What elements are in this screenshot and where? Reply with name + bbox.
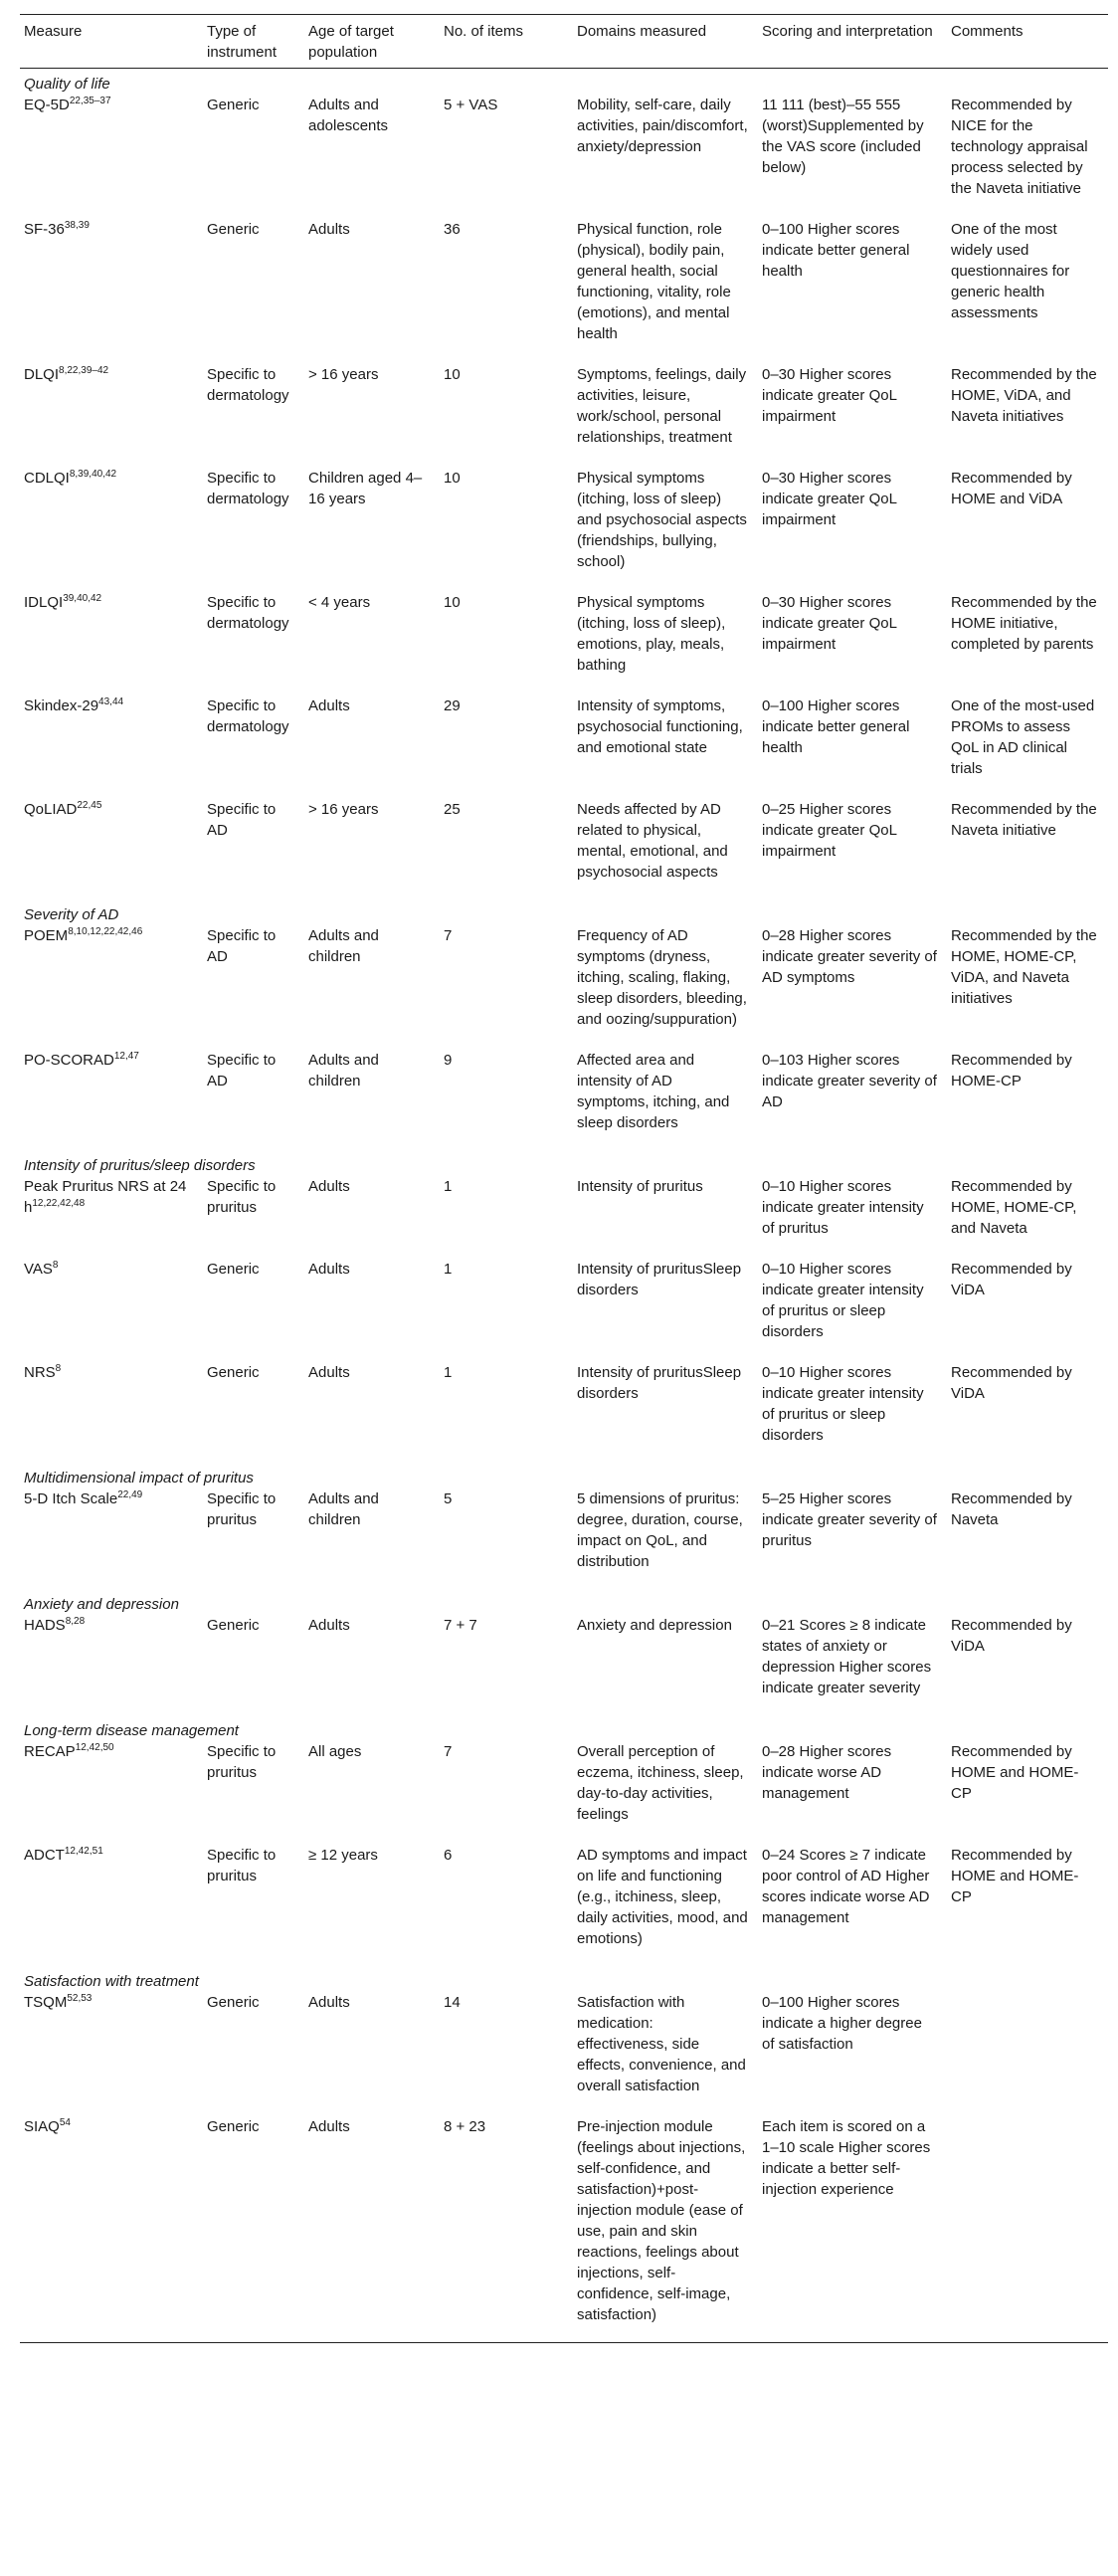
- type-cell: Specific to dermatology: [207, 366, 289, 404]
- scoring-cell: 0–30 Higher scores indicate greater QoL impairment: [762, 470, 897, 528]
- table-row: [20, 95, 1108, 216]
- measure-name: VAS: [24, 1261, 53, 1278]
- reference-superscript: 43,44: [98, 696, 124, 707]
- section-heading-row: [20, 1966, 1108, 1992]
- domains-cell: Physical symptoms (itching, loss of sleep), emotions, play, meals, bathing: [577, 594, 726, 674]
- comments-cell: Recommended by the Naveta initiative: [951, 801, 1097, 839]
- type-cell: Specific to dermatology: [207, 470, 289, 507]
- scoring-cell: 0–10 Higher scores indicate greater intensity of pruritus or sleep disorders: [762, 1261, 924, 1340]
- reference-superscript: 8: [52, 1260, 59, 1271]
- measure-cell: [20, 589, 203, 693]
- type-cell: Generic: [207, 1994, 260, 2011]
- domains-cell: Overall perception of eczema, itchiness, sleep, day-to-day activities, feelings: [577, 1743, 744, 1823]
- items-cell: 7: [444, 927, 453, 944]
- table-header-row: [20, 15, 1108, 69]
- scoring-cell: 0–100 Higher scores indicate better general health: [762, 697, 910, 756]
- scoring-cell: 0–30 Higher scores indicate greater QoL impairment: [762, 594, 897, 653]
- domains-cell: Anxiety and depression: [577, 1617, 732, 1634]
- header-type: Type of instrument: [207, 23, 278, 61]
- scoring-cell: 0–10 Higher scores indicate greater intensity of pruritus or sleep disorders: [762, 1364, 924, 1444]
- comments-cell: Recommended by HOME and HOME-CP: [951, 1847, 1079, 1905]
- section-heading-row: [20, 1150, 1108, 1176]
- type-cell: Specific to pruritus: [207, 1847, 277, 1884]
- age-cell: Adults and children: [308, 1490, 379, 1528]
- measure-name: CDLQI: [24, 470, 70, 487]
- scoring-cell: 0–100 Higher scores indicate better general health: [762, 221, 910, 280]
- table-row: [20, 216, 1108, 361]
- type-cell: Specific to AD: [207, 927, 277, 965]
- reference-superscript: 22,49: [117, 1489, 143, 1500]
- items-cell: 5: [444, 1490, 453, 1507]
- domains-cell: Physical function, role (physical), bodily pain, general health, social functioning, vitality, role (emotions), and mental health: [577, 221, 731, 342]
- scoring-cell: 0–24 Scores ≥ 7 indicate poor control of AD Higher scores indicate worse AD management: [762, 1847, 930, 1926]
- instruments-table: [20, 14, 1108, 2343]
- scoring-cell: 11 111 (best)–55 555 (worst)Supplemented by the VAS score (included below): [762, 97, 924, 176]
- domains-cell: Satisfaction with medication: effectiveness, side effects, convenience, and overall satisfaction: [577, 1994, 746, 2094]
- measure-cell: [20, 1176, 203, 1256]
- header-measure: Measure: [24, 23, 83, 40]
- section-heading-row: [20, 899, 1108, 925]
- measure-cell: [20, 1992, 203, 2113]
- type-cell: Generic: [207, 1261, 260, 1278]
- domains-cell: 5 dimensions of pruritus: degree, duration, course, impact on QoL, and distribution: [577, 1490, 743, 1570]
- section-heading-row: [20, 1589, 1108, 1615]
- scoring-cell: 0–28 Higher scores indicate worse AD management: [762, 1743, 892, 1802]
- items-cell: 10: [444, 470, 461, 487]
- items-cell: 10: [444, 366, 461, 383]
- items-cell: 1: [444, 1364, 453, 1381]
- domains-cell: Intensity of pruritus: [577, 1178, 703, 1195]
- reference-superscript: 22,35–37: [69, 96, 111, 106]
- age-cell: Children aged 4–16 years: [308, 470, 423, 507]
- table-row: [20, 1842, 1108, 1966]
- items-cell: 6: [444, 1847, 453, 1864]
- measure-cell: [20, 95, 203, 216]
- items-cell: 1: [444, 1178, 453, 1195]
- measure-cell: [20, 1488, 203, 1589]
- age-cell: Adults: [308, 1364, 350, 1381]
- measure-cell: [20, 1615, 203, 1715]
- section-title: Anxiety and depression: [24, 1596, 179, 1613]
- measure-name: IDLQI: [24, 594, 64, 611]
- scoring-cell: 0–103 Higher scores indicate greater severity of AD: [762, 1052, 937, 1110]
- age-cell: Adults and children: [308, 1052, 379, 1090]
- type-cell: Specific to AD: [207, 1052, 277, 1090]
- type-cell: Generic: [207, 1617, 260, 1634]
- type-cell: Specific to pruritus: [207, 1490, 277, 1528]
- table-row: [20, 1992, 1108, 2113]
- age-cell: Adults: [308, 1261, 350, 1278]
- header-scoring: Scoring and interpretation: [762, 23, 933, 40]
- comments-cell: Recommended by HOME and ViDA: [951, 470, 1072, 507]
- domains-cell: AD symptoms and impact on life and functioning (e.g., itchiness, sleep, daily activities, mood, and emotions): [577, 1847, 748, 1947]
- measure-name: TSQM: [24, 1994, 68, 2011]
- comments-cell: Recommended by the HOME initiative, completed by parents: [951, 594, 1097, 653]
- comments-cell: Recommended by the HOME, ViDA, and Naveta initiatives: [951, 366, 1097, 425]
- section-heading-row: [20, 1715, 1108, 1741]
- scoring-cell: 0–25 Higher scores indicate greater QoL impairment: [762, 801, 897, 860]
- comments-cell: One of the most-used PROMs to assess QoL in AD clinical trials: [951, 697, 1095, 777]
- table-row: [20, 693, 1108, 796]
- items-cell: 7 + 7: [444, 1617, 477, 1634]
- comments-cell: [947, 1992, 1108, 2113]
- section-heading-row: [20, 1463, 1108, 1488]
- comments-cell: One of the most widely used questionnaires for generic health assessments: [951, 221, 1070, 321]
- reference-superscript: 12,42,51: [64, 1846, 103, 1857]
- comments-cell: Recommended by HOME, HOME-CP, and Naveta: [951, 1178, 1077, 1237]
- scoring-cell: 0–28 Higher scores indicate greater severity of AD symptoms: [762, 927, 937, 986]
- items-cell: 5 + VAS: [444, 97, 498, 113]
- age-cell: Adults: [308, 2118, 350, 2135]
- reference-superscript: 39,40,42: [63, 593, 102, 604]
- age-cell: > 16 years: [308, 801, 379, 818]
- reference-superscript: 8,22,39–42: [59, 365, 109, 376]
- measure-cell: [20, 1256, 203, 1359]
- measure-cell: [20, 693, 203, 796]
- items-cell: 10: [444, 594, 461, 611]
- measure-cell: [20, 796, 203, 899]
- domains-cell: Intensity of symptoms, psychosocial functioning, and emotional state: [577, 697, 743, 756]
- comments-cell: Recommended by ViDA: [951, 1364, 1072, 1402]
- measure-cell: [20, 465, 203, 589]
- header-domains: Domains measured: [577, 23, 707, 40]
- domains-cell: Symptoms, feelings, daily activities, leisure, work/school, personal relationships, treatment: [577, 366, 747, 446]
- items-cell: 14: [444, 1994, 461, 2011]
- reference-superscript: 22,45: [77, 800, 102, 811]
- measure-name: SF-36: [24, 221, 65, 238]
- table-row: [20, 465, 1108, 589]
- table-row: [20, 1488, 1108, 1589]
- domains-cell: Pre-injection module (feelings about injections, self-confidence, and satisfaction)+post-injection module (ease of use, pain and skin reactions, feelings about injections, self-confidence, self-image, satisfaction): [577, 2118, 746, 2323]
- comments-cell: Recommended by HOME and HOME-CP: [951, 1743, 1079, 1802]
- type-cell: Generic: [207, 221, 260, 238]
- reference-superscript: 12,47: [113, 1051, 139, 1062]
- table-row: [20, 1176, 1108, 1256]
- table-row: [20, 1615, 1108, 1715]
- section-title: Quality of life: [24, 76, 110, 93]
- table-row: [20, 1256, 1108, 1359]
- measure-name: QoLIAD: [24, 801, 78, 818]
- domains-cell: Physical symptoms (itching, loss of sleep) and psychosocial aspects (friendships, bullying, school): [577, 470, 747, 570]
- measure-name: RECAP: [24, 1743, 76, 1760]
- reference-superscript: 52,53: [67, 1993, 93, 2004]
- domains-cell: Needs affected by AD related to physical, mental, emotional, and psychosocial aspects: [577, 801, 728, 881]
- items-cell: 9: [444, 1052, 453, 1069]
- measure-name: EQ-5D: [24, 97, 70, 113]
- scoring-cell: 5–25 Higher scores indicate greater severity of pruritus: [762, 1490, 937, 1549]
- reference-superscript: 8,10,12,22,42,46: [68, 926, 143, 937]
- type-cell: Specific to pruritus: [207, 1743, 277, 1781]
- comments-cell: Recommended by ViDA: [951, 1261, 1072, 1298]
- reference-superscript: 8,28: [65, 1616, 86, 1627]
- type-cell: Specific to pruritus: [207, 1178, 277, 1216]
- measure-cell: [20, 1359, 203, 1463]
- section-title: Intensity of pruritus/sleep disorders: [24, 1157, 256, 1174]
- measure-cell: [20, 216, 203, 361]
- section-title: Satisfaction with treatment: [24, 1973, 199, 1990]
- measure-name: HADS: [24, 1617, 66, 1634]
- age-cell: Adults: [308, 697, 350, 714]
- table-row: [20, 1047, 1108, 1150]
- scoring-cell: Each item is scored on a 1–10 scale Higher scores indicate a better self-injection experience: [762, 2118, 931, 2198]
- measure-name: POEM: [24, 927, 69, 944]
- section-title: Severity of AD: [24, 906, 119, 923]
- comments-cell: Recommended by Naveta: [951, 1490, 1072, 1528]
- age-cell: ≥ 12 years: [308, 1847, 378, 1864]
- table-row: [20, 2113, 1108, 2343]
- age-cell: Adults: [308, 1994, 350, 2011]
- table-row: [20, 1741, 1108, 1842]
- section-title: Multidimensional impact of pruritus: [24, 1470, 254, 1486]
- scoring-cell: 0–21 Scores ≥ 8 indicate states of anxiety or depression Higher scores indicate greater severity: [762, 1617, 932, 1696]
- section-heading-row: [20, 69, 1108, 96]
- reference-superscript: 38,39: [64, 220, 90, 231]
- type-cell: Specific to dermatology: [207, 594, 289, 632]
- table-row: [20, 796, 1108, 899]
- scoring-cell: 0–100 Higher scores indicate a higher degree of satisfaction: [762, 1994, 922, 2053]
- scoring-cell: 0–30 Higher scores indicate greater QoL impairment: [762, 366, 897, 425]
- measure-cell: [20, 2113, 203, 2343]
- reference-superscript: 12,42,50: [75, 1742, 114, 1753]
- measure-cell: [20, 361, 203, 465]
- measure-name: SIAQ: [24, 2118, 60, 2135]
- type-cell: Specific to dermatology: [207, 697, 289, 735]
- measure-name: DLQI: [24, 366, 60, 383]
- age-cell: Adults and adolescents: [308, 97, 389, 134]
- age-cell: < 4 years: [308, 594, 371, 611]
- type-cell: Generic: [207, 1364, 260, 1381]
- measure-cell: [20, 925, 203, 1047]
- domains-cell: Frequency of AD symptoms (dryness, itching, scaling, flaking, sleep disorders, bleeding, and oozing/suppuration): [577, 927, 747, 1028]
- items-cell: 36: [444, 221, 461, 238]
- comments-cell: [947, 2113, 1108, 2343]
- measure-name: NRS: [24, 1364, 56, 1381]
- domains-cell: Intensity of pruritusSleep disorders: [577, 1261, 742, 1298]
- age-cell: Adults and children: [308, 927, 379, 965]
- header-age: Age of target population: [308, 23, 394, 61]
- measure-cell: [20, 1741, 203, 1842]
- items-cell: 29: [444, 697, 461, 714]
- scoring-cell: 0–10 Higher scores indicate greater intensity of pruritus: [762, 1178, 924, 1237]
- items-cell: 25: [444, 801, 461, 818]
- age-cell: Adults: [308, 1617, 350, 1634]
- measure-name: PO-SCORAD: [24, 1052, 114, 1069]
- section-title: Long-term disease management: [24, 1722, 239, 1739]
- measure-cell: [20, 1047, 203, 1150]
- age-cell: > 16 years: [308, 366, 379, 383]
- age-cell: Adults: [308, 1178, 350, 1195]
- table-row: [20, 1359, 1108, 1463]
- reference-superscript: 8,39,40,42: [69, 469, 117, 480]
- type-cell: Generic: [207, 2118, 260, 2135]
- measure-cell: [20, 1842, 203, 1966]
- comments-cell: Recommended by the HOME, HOME-CP, ViDA, and Naveta initiatives: [951, 927, 1097, 1007]
- type-cell: Specific to AD: [207, 801, 277, 839]
- items-cell: 1: [444, 1261, 453, 1278]
- domains-cell: Intensity of pruritusSleep disorders: [577, 1364, 742, 1402]
- items-cell: 7: [444, 1743, 453, 1760]
- domains-cell: Affected area and intensity of AD symptoms, itching, and sleep disorders: [577, 1052, 730, 1131]
- measure-name: ADCT: [24, 1847, 65, 1864]
- measure-name: Peak Pruritus NRS at 24 h: [24, 1178, 187, 1216]
- type-cell: Generic: [207, 97, 260, 113]
- reference-superscript: 12,22,42,48: [32, 1198, 86, 1209]
- reference-superscript: 54: [59, 2117, 71, 2128]
- reference-superscript: 8: [55, 1363, 62, 1374]
- comments-cell: Recommended by ViDA: [951, 1617, 1072, 1655]
- table-row: [20, 589, 1108, 693]
- table-row: [20, 361, 1108, 465]
- header-items: No. of items: [444, 23, 524, 40]
- domains-cell: Mobility, self-care, daily activities, pain/discomfort, anxiety/depression: [577, 97, 748, 155]
- comments-cell: Recommended by NICE for the technology appraisal process selected by the Naveta initiative: [951, 97, 1088, 197]
- header-comments: Comments: [951, 23, 1024, 40]
- comments-cell: Recommended by HOME-CP: [951, 1052, 1072, 1090]
- table-body: [20, 69, 1108, 2343]
- age-cell: All ages: [308, 1743, 362, 1760]
- measure-name: 5-D Itch Scale: [24, 1490, 118, 1507]
- age-cell: Adults: [308, 221, 350, 238]
- items-cell: 8 + 23: [444, 2118, 486, 2135]
- measure-name: Skindex-29: [24, 697, 99, 714]
- table-row: [20, 925, 1108, 1047]
